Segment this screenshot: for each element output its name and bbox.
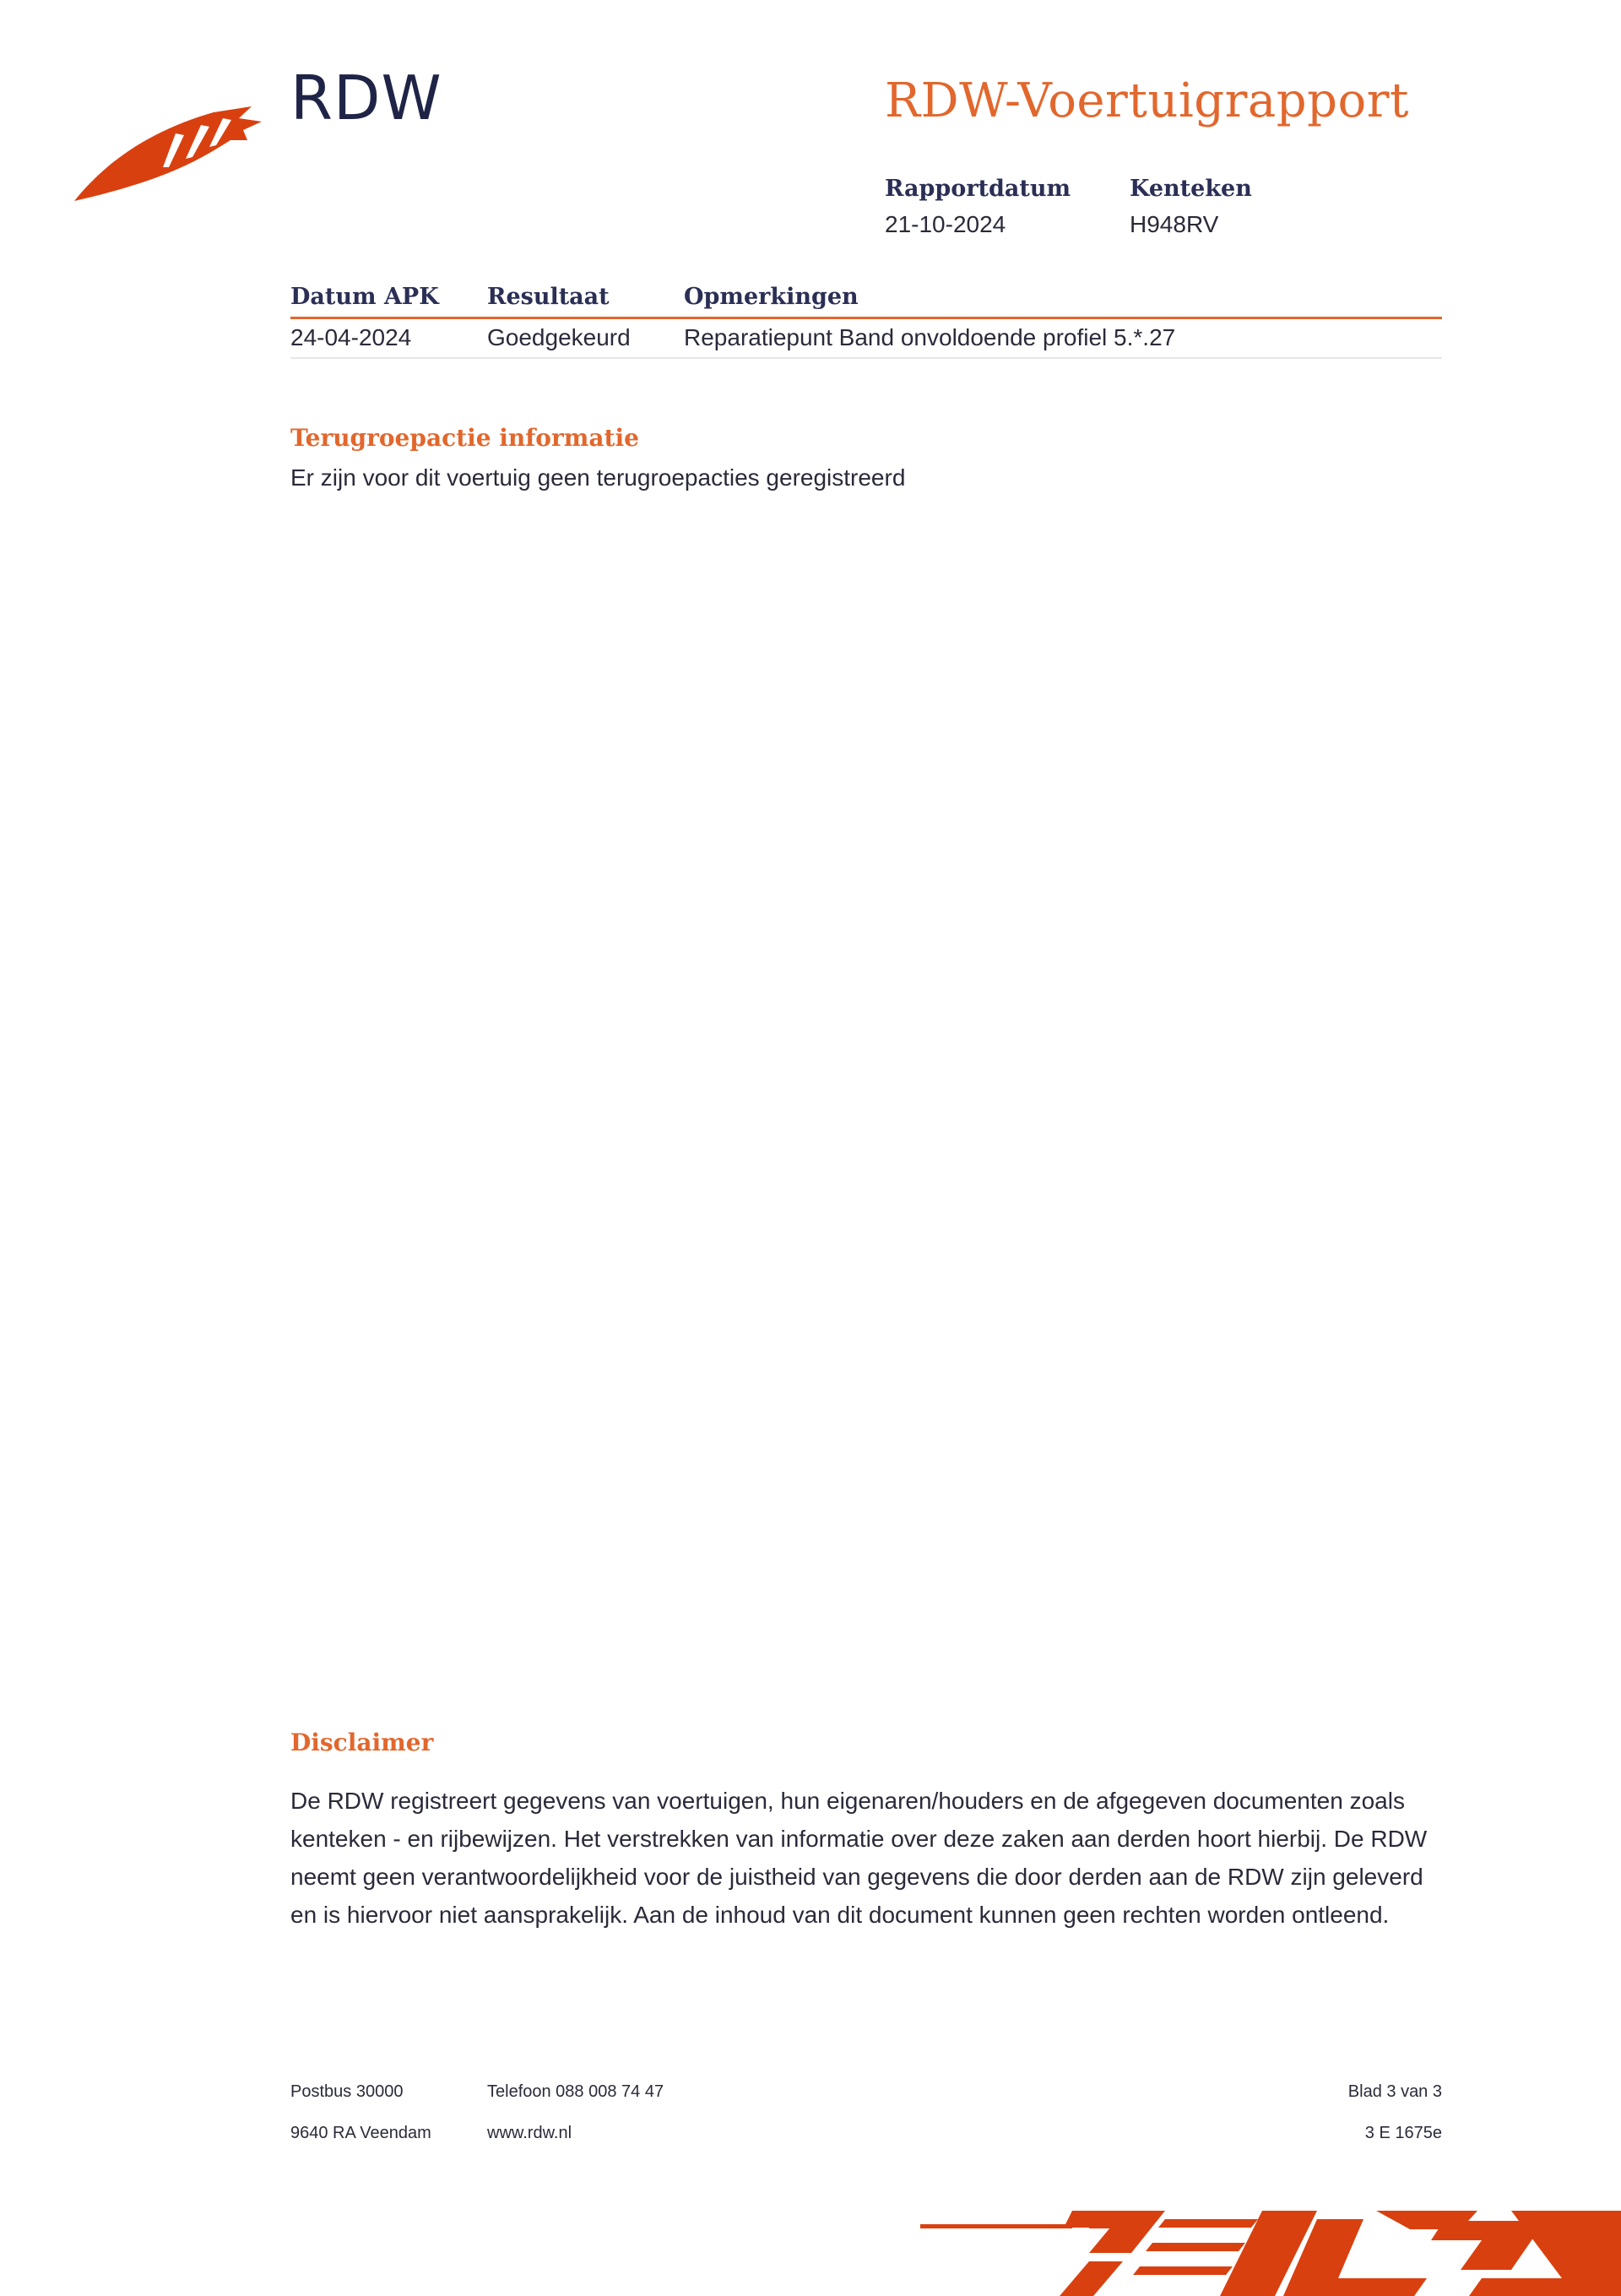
footer-website: www.rdw.nl — [487, 2124, 572, 2142]
column-header-resultaat: Resultaat — [487, 284, 610, 310]
footer-document-code: 3 E 1675e — [1364, 2124, 1442, 2142]
table-header-divider — [290, 317, 1442, 319]
kenteken-value: H948RV — [1130, 211, 1219, 237]
table-cell-datum: 24-04-2024 — [290, 324, 412, 350]
rapportdatum-label: Rapportdatum — [885, 176, 1071, 202]
column-header-opmerkingen: Opmerkingen — [684, 284, 859, 310]
table-cell-opmerkingen: Reparatiepunt Band onvoldoende profiel 5.*.27 — [684, 324, 1176, 350]
footer-postcode: 9640 RA Veendam — [290, 2124, 431, 2142]
recall-section-text: Er zijn voor dit voertuig geen terugroepacties geregistreerd — [290, 464, 906, 491]
disclaimer-title: Disclaimer — [290, 1729, 434, 1756]
report-title: RDW-Voertuigrapport — [885, 73, 1409, 128]
decorative-stripes-icon — [920, 2202, 1621, 2296]
brand-name: RDW — [290, 62, 442, 133]
footer-page-number: Blad 3 van 3 — [1347, 2082, 1442, 2101]
column-header-datum-apk: Datum APK — [290, 284, 439, 310]
rdw-logo-icon — [74, 100, 264, 205]
table-row-divider — [290, 357, 1442, 359]
footer-postbus: Postbus 30000 — [290, 2082, 404, 2101]
table-cell-resultaat: Goedgekeurd — [487, 324, 631, 350]
recall-section-title: Terugroepactie informatie — [290, 424, 639, 452]
disclaimer-text: De RDW registreert gegevens van voertuigen, hun eigenaren/houders en de afgegeven documenten zoals kenteken - en rijbewijzen. Het verstrekken van informatie over deze zaken aan derden hoort hierbij. De RDW neemt geen verantwoordelijkheid voor de juistheid van gegevens die door derden aan de RDW zijn geleverd en is hiervoor niet aansprakelijk. Aan de inhoud van dit document kunnen geen rechten worden ontleend. — [290, 1788, 1428, 1928]
footer-telefoon: Telefoon 088 008 74 47 — [487, 2082, 664, 2101]
kenteken-label: Kenteken — [1130, 176, 1252, 202]
rapportdatum-value: 21-10-2024 — [885, 211, 1006, 237]
